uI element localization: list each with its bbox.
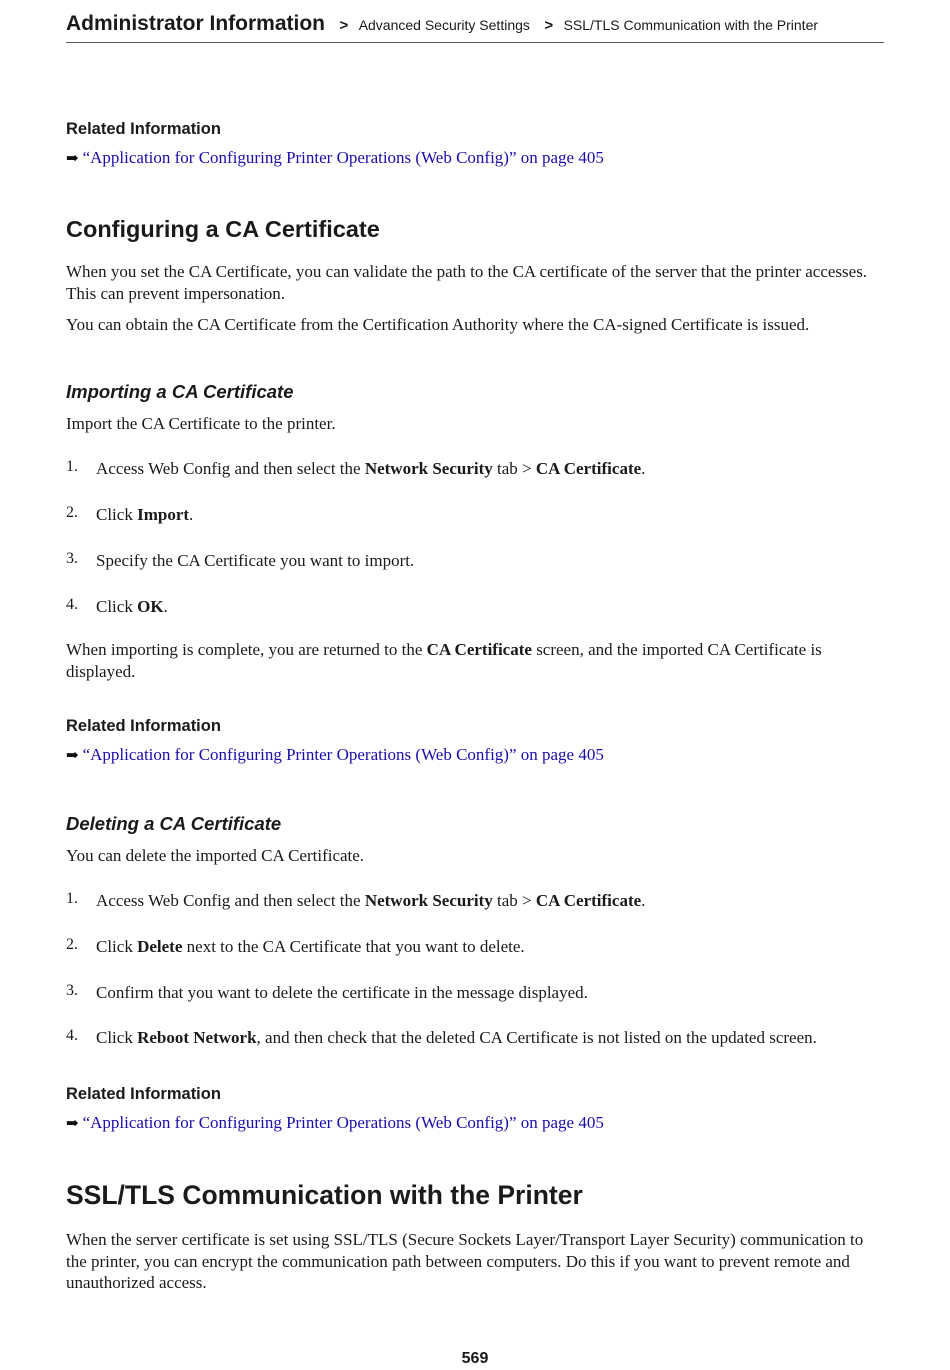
- ui-label: CA Certificate: [535, 459, 642, 478]
- step-number: 3.: [66, 982, 78, 999]
- paragraph: You can delete the imported CA Certificate.: [66, 846, 365, 865]
- breadcrumb-separator: >: [544, 17, 554, 34]
- related-link-text: “Application for Configuring Printer Operations (Web Config)” on page 405: [82, 745, 604, 764]
- paragraph: When importing is complete, you are returned to the CA Certificate screen, and the imported CA Certificate is displayed.: [66, 640, 822, 681]
- breadcrumb-separator: >: [339, 17, 349, 34]
- breadcrumb-subsection: SSL/TLS Communication with the Printer: [563, 17, 819, 33]
- subsection-heading: Deleting a CA Certificate: [66, 813, 282, 834]
- step-text: Specify the CA Certificate you want to import.: [96, 551, 415, 570]
- ui-label: Network Security: [364, 891, 493, 910]
- related-link-text: “Application for Configuring Printer Operations (Web Config)” on page 405: [82, 1113, 604, 1132]
- step-text: Click Delete next to the CA Certificate that you want to delete.: [96, 937, 525, 956]
- ui-label: CA Certificate: [426, 640, 532, 659]
- related-link-web-config[interactable]: [66, 1113, 604, 1133]
- related-link-web-config[interactable]: [66, 148, 604, 168]
- section-heading: Configuring a CA Certificate: [66, 216, 380, 242]
- paragraph: You can obtain the CA Certificate from the Certification Authority where the CA-signed Certificate is issued.: [66, 315, 810, 334]
- subsection-heading: Importing a CA Certificate: [66, 381, 294, 402]
- step-text: Click Reboot Network, and then check that the deleted CA Certificate is not listed on the updated screen.: [96, 1028, 817, 1047]
- related-info-title: Related Information: [66, 120, 221, 138]
- step-number: 2.: [66, 504, 78, 521]
- step-number: 2.: [66, 936, 78, 953]
- step-number: 4.: [66, 596, 78, 613]
- related-info-title: Related Information: [66, 1085, 221, 1103]
- step-text: Confirm that you want to delete the certificate in the message displayed.: [96, 983, 588, 1002]
- step-text: Access Web Config and then select the Network Security tab > CA Certificate.: [96, 891, 646, 910]
- ui-label: Network Security: [364, 459, 493, 478]
- step-number: 3.: [66, 550, 78, 567]
- page-header: [66, 12, 884, 43]
- section-heading: SSL/TLS Communication with the Printer: [66, 1180, 583, 1210]
- step-text: Click Import.: [96, 505, 194, 524]
- related-info-title: Related Information: [66, 717, 221, 735]
- step-number: 1.: [66, 458, 78, 475]
- paragraph: When you set the CA Certificate, you can validate the path to the CA certificate of the server that the printer accesses. This can prevent impersonation.: [66, 262, 868, 303]
- page-number: 569: [461, 1350, 489, 1367]
- breadcrumb-section: Advanced Security Settings: [358, 17, 530, 33]
- arrow-right-icon: ➡: [66, 151, 79, 167]
- ui-label: Import: [137, 505, 190, 524]
- chapter-title: Administrator Information: [66, 12, 326, 35]
- ui-label: Delete: [137, 937, 183, 956]
- step-text: Access Web Config and then select the Network Security tab > CA Certificate.: [96, 459, 646, 478]
- arrow-right-icon: ➡: [66, 1116, 79, 1132]
- ui-label: OK: [137, 597, 164, 616]
- related-link-text: “Application for Configuring Printer Operations (Web Config)” on page 405: [82, 148, 604, 167]
- step-number: 1.: [66, 890, 78, 907]
- paragraph: Import the CA Certificate to the printer.: [66, 414, 336, 433]
- step-text: Click OK.: [96, 597, 168, 616]
- step-number: 4.: [66, 1027, 78, 1044]
- ui-label: Reboot Network: [137, 1028, 257, 1047]
- ui-label: CA Certificate: [535, 891, 642, 910]
- related-link-web-config[interactable]: [66, 745, 604, 765]
- arrow-right-icon: ➡: [66, 748, 79, 764]
- paragraph: When the server certificate is set using SSL/TLS (Secure Sockets Layer/Transport Layer Security) communication to the printer, you can encrypt the communication path between computers. Do this if you want to prevent remote and unauthorized access.: [66, 1230, 864, 1292]
